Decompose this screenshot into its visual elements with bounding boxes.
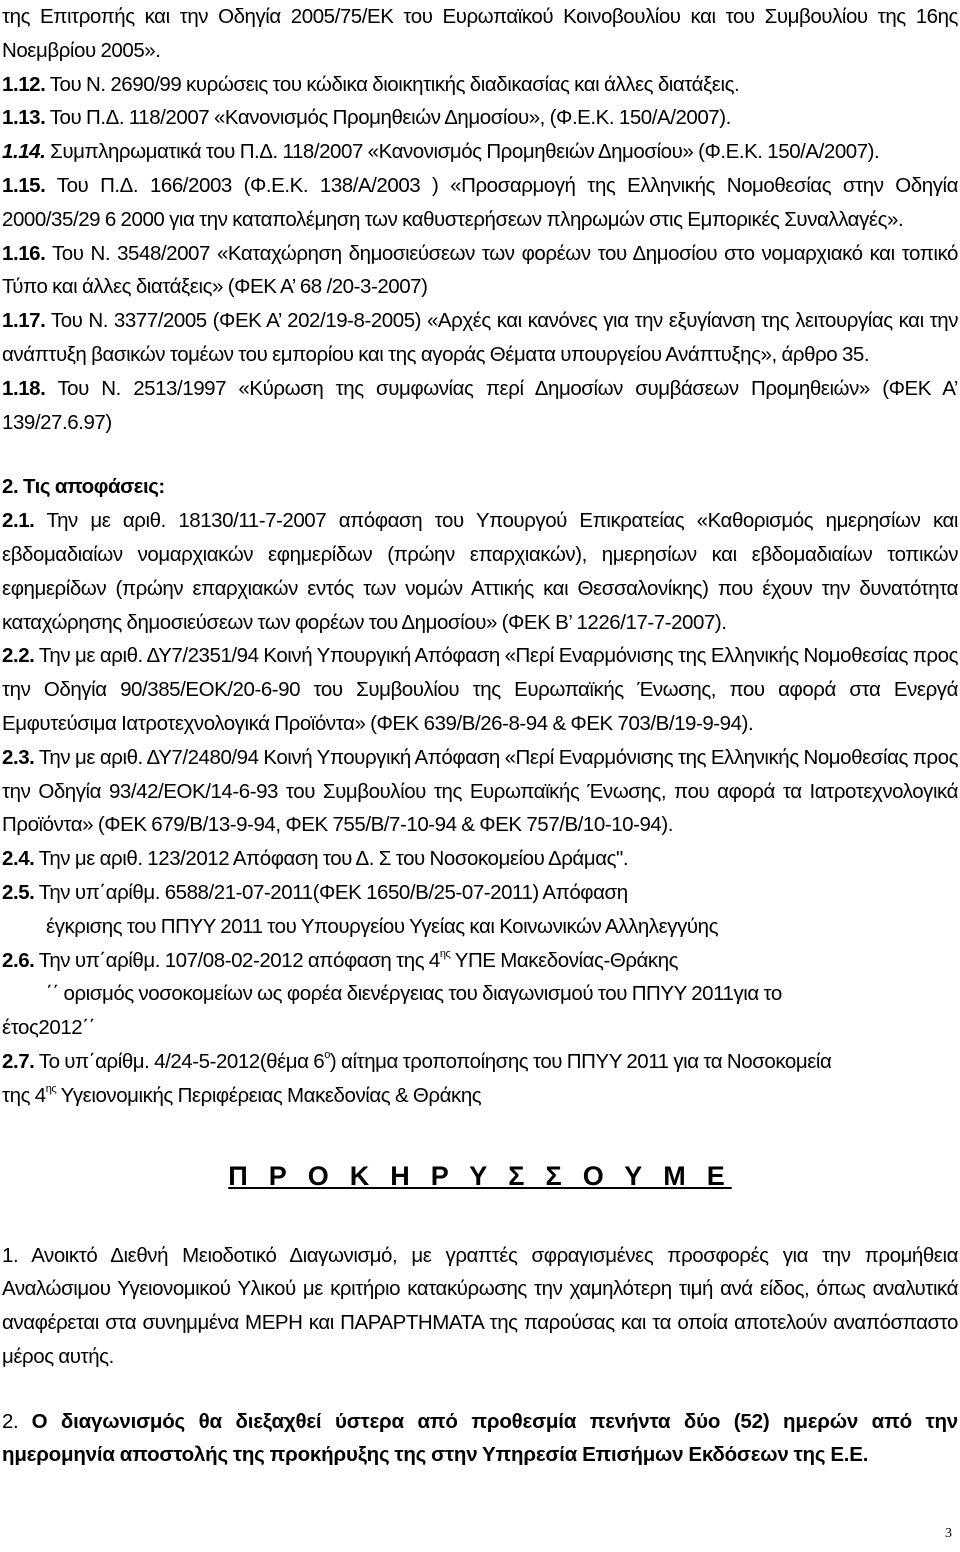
item-text: Το υπ΄αρίθμ. 4/24-5-2012(θέμα 6 (34, 1049, 325, 1073)
item-text: Την με αριθ. ΔΥ7/2351/94 Κοινή Υπουργική Απόφαση «Περί Εναρμόνισης της Ελληνικής Νομοθεσίας προς την Οδηγία 90/385/ΕΟΚ/20-6-90 του Συμβουλίου της Ευρωπαϊκής Ένωσης, που αφορά στα Ενεργά Εμφυτεύσιμα Ιατροτεχνολογικά Προϊόντα» (ΦΕΚ 639/Β/26-8-94 & ΦΕΚ 703/Β/19-9-94). (2, 644, 958, 735)
decision-2-6-continued: ΄΄ ορισμός νοσοκομείων ως φορέα διενέργειας του διαγωνισμού του ΠΠΥΥ 2011για το (46, 982, 782, 1006)
item-text: ) αίτημα τροποποίησης του ΠΠΥΥ 2011 για τα Νοσοκομεία (329, 1049, 832, 1073)
item-number: 2.7. (2, 1049, 35, 1073)
item-number: 2.3. (2, 745, 35, 769)
item-text: Του Π.Δ. 166/2003 (Φ.Ε.Κ. 138/Α/2003 ) «Προσαρμογή της Ελληνικής Νομοθεσίας στην Οδηγία 2000/35/29 6 2000 για την καταπολέμηση των καθυστερήσεων πληρωμών στις Εμπορικές Συναλλαγές». (2, 173, 958, 231)
item-text: Συμπληρωματικά του Π.Δ. 118/2007 «Κανονισμός Προμηθειών Δημοσίου» (Φ.Ε.Κ. 150/Α/2007). (45, 140, 880, 164)
item-text: Υγειονομικής Περιφέρειας Μακεδονίας & Θράκης (56, 1083, 482, 1107)
item-number: 2.2. (2, 644, 35, 668)
announcement-paragraph-2 (2, 1405, 958, 1473)
decision-2-7-continued (2, 1079, 958, 1113)
item-number: 2.1. (2, 509, 35, 533)
bold-text: Ο διαγωνισμός θα διεξαχθεί ύστερα από προθεσμία πενήντα δύο (52) ημερών από την ημερομηνία αποστολής της προκήρυξης της στην Υπηρεσία Επισήμων Εκδόσεων της Ε.Ε. (2, 1409, 958, 1467)
item-text: Του Ν. 2690/99 κυρώσεις του κώδικα διοικητικής διαδικασίας και άλλες διατάξεις. (45, 72, 740, 96)
item-1-15 (2, 169, 958, 237)
announcement-paragraph-1: 1. Ανοικτό Διεθνή Μειοδοτικό Διαγωνισμό, με γραπτές σφραγισμένες προσφορές για την προμήθεια Αναλώσιμου Υγειονομικού Υλικού με κριτήριο κατακύρωσης την χαμηλότερη τιμή ανά είδος, όπως αναλυτικά αναφέρεται στα συνημμένα ΜΕΡΗ και ΠΑΡΑΡΤΗΜΑΤΑ της παρούσας και τα οποία αποτελούν αναπόσπαστο μέρος αυτής. (2, 1243, 958, 1368)
item-1-14 (2, 135, 958, 169)
superscript: ο (324, 1049, 330, 1062)
item-text: Την με αριθ. 18130/11-7-2007 απόφαση του Υπουργού Επικρατείας «Καθορισμός ημερησίων και εβδομαδιαίων νομαρχιακών εφημερίδων (πρώην επαρχιακών), ημερησίων και εβδομαδιαίων τοπικών εφημερίδων (πρώην επαρχιακών εντός των νομών Αττικής και Θεσσαλονίκης) που έχουν την δυνατότητα καταχώρησης δημοσιεύσεων των φορέων του Δημοσίου» (ΦΕΚ Β’ 1226/17-7-2007). (2, 509, 958, 634)
item-number: 2.5. (2, 880, 35, 904)
item-text: Την με αριθ. 123/2012 Απόφαση του Δ. Σ του Νοσοκομείου Δράμας". (34, 847, 629, 871)
decision-2-5 (2, 876, 958, 910)
page-number: 3 (945, 1526, 952, 1541)
item-1-13 (2, 101, 958, 135)
item-number: 1.17. (2, 309, 46, 333)
text: της Επιτροπής και την Οδηγία 2005/75/ΕΚ του Ευρωπαϊκού Κοινοβουλίου και του Συμβουλίου της 16ης Νοεμβρίου 2005». (2, 5, 958, 62)
decision-2-2 (2, 639, 958, 740)
decision-2-6-continued-2: έτος2012΄΄ (2, 1016, 95, 1040)
item-1-17 (2, 304, 958, 372)
item-number: 1.14. (2, 140, 46, 164)
announcement-heading: Π Ρ Ο Κ Η Ρ Υ Σ Σ Ο Υ Μ Ε (228, 1160, 732, 1191)
item-number: 2.6. (2, 948, 35, 972)
decision-2-4 (2, 842, 958, 876)
item-number: 2.4. (2, 847, 35, 871)
spacer (2, 1113, 958, 1157)
item-number: 1.12. (2, 72, 46, 96)
paragraph-top (2, 0, 958, 68)
decisions-title: 2. Τις αποφάσεις: (2, 475, 165, 499)
spacer (2, 1374, 958, 1405)
decision-2-3 (2, 741, 958, 842)
item-number: 1.18. (2, 376, 46, 400)
superscript: ης (45, 1082, 57, 1095)
decision-2-5-continued: έγκρισης του ΠΠΥΥ 2011 του Υπουργείου Υγείας και Κοινωνικών Αλληλεγγύης (46, 914, 719, 938)
item-number: 2. (2, 1409, 32, 1433)
item-text: Την με αριθ. ΔΥ7/2480/94 Κοινή Υπουργική Απόφαση «Περί Εναρμόνισης της Ελληνικής Νομοθεσίας προς την Οδηγία 93/42/ΕΟΚ/14-6-93 του Συμβουλίου της Ευρωπαϊκής Ένωσης, που αφορά τα Ιατροτεχνολογικά Προϊόντα» (ΦΕΚ 679/Β/13-9-94, ΦΕΚ 755/Β/7-10-94 & ΦΕΚ 757/Β/10-10-94). (2, 745, 958, 837)
item-text: Του Ν. 3548/2007 «Καταχώρηση δημοσιεύσεων των φορέων του Δημοσίου στο νομαρχιακό και τοπικό Τύπο και άλλες διατάξεις» (ΦΕΚ Α’ 68 /20-3-2007) (2, 241, 958, 299)
document-page (2, 0, 958, 1472)
decision-2-7 (2, 1045, 958, 1079)
item-text: της 4 (2, 1083, 46, 1107)
item-text: Του Ν. 2513/1997 «Κύρωση της συμφωνίας περί Δημοσίων συμβάσεων Προμηθειών» (ΦΕΚ Α’ 139/27.6.97) (2, 376, 958, 434)
item-number: 1.13. (2, 106, 46, 130)
item-text: Την υπ΄αρίθμ. 6588/21-07-2011(ΦΕΚ 1650/Β/25-07-2011) Απόφαση (34, 880, 628, 904)
item-text: ΥΠΕ Μακεδονίας-Θράκης (450, 948, 679, 972)
item-text: Την υπ΄αρίθμ. 107/08-02-2012 απόφαση της 4 (34, 948, 440, 972)
spacer (2, 439, 958, 470)
decision-2-6 (2, 944, 958, 978)
item-text: Του Π.Δ. 118/2007 «Κανονισμός Προμηθειών Δημοσίου», (Φ.Ε.Κ. 150/Α/2007). (45, 106, 731, 130)
spacer (2, 1195, 958, 1239)
superscript: ης (439, 947, 451, 960)
item-1-18 (2, 372, 958, 440)
item-number: 1.15. (2, 173, 46, 197)
item-text: Του Ν. 3377/2005 (ΦΕΚ Α’ 202/19-8-2005) «Αρχές και κανόνες για την εξυγίανση της λειτουργίας και την ανάπτυξη βασικών τομέων του εμπορίου και της αγοράς Θέματα υπουργείου Ανάπτυξης», άρθρο 35. (2, 309, 958, 366)
decision-2-1 (2, 504, 958, 639)
item-1-12 (2, 68, 958, 102)
item-1-16 (2, 237, 958, 305)
item-number: 1.16. (2, 241, 46, 265)
